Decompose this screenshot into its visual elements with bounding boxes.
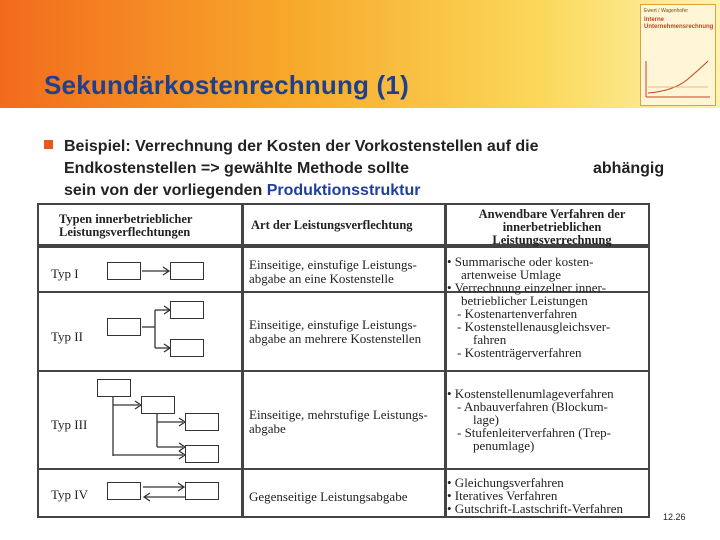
- bullet-line-2b: abhängig: [593, 160, 665, 177]
- art-2-line1: Einseitige, einstufige Leistungs-: [249, 317, 417, 332]
- cost-center-box: [170, 339, 204, 357]
- header-procedures-line2: innerbetrieblichen: [502, 220, 602, 234]
- art-3-line1: Einseitige, mehrstufige Leistungs-: [249, 407, 428, 422]
- production-structure-highlight: Produktionsstruktur: [266, 182, 421, 199]
- bidirectional-arrows-icon: [141, 481, 187, 503]
- procedure-line: • Kostenstellenumlageverfahren: [447, 386, 614, 401]
- cost-center-box: [97, 379, 131, 397]
- cost-center-box: [170, 301, 204, 319]
- art-1-line2: abgabe an eine Kostenstelle: [249, 271, 394, 286]
- bullet-square-icon: [44, 140, 53, 149]
- procedure-line: - Kostenartenverfahren: [457, 306, 578, 321]
- book-cover-thumbnail: [640, 4, 716, 106]
- type-label-2: Typ II: [51, 329, 83, 344]
- procedure-line: - Kostenträgerverfahren: [457, 345, 582, 360]
- procedure-line: artenweise Umlage: [461, 267, 561, 282]
- art-text-3: [249, 408, 428, 436]
- branch-arrow-icon: [141, 305, 171, 353]
- header-procedures-line3: Leistungsverrechnung: [492, 233, 612, 247]
- bullet-line-3: [64, 180, 421, 202]
- procedure-line: • Verrechnung einzelner inner-: [447, 280, 606, 295]
- type-label-1: Typ I: [51, 266, 79, 281]
- header-procedures-line1: Anwendbare Verfahren der: [478, 207, 626, 221]
- cost-center-box: [185, 413, 219, 431]
- procedure-line: fahren: [473, 332, 507, 347]
- cost-center-box: [107, 482, 141, 500]
- art-text-2: [249, 318, 421, 346]
- book-title: [644, 17, 713, 31]
- type-label-4: Typ IV: [51, 487, 89, 502]
- table-divider: [39, 370, 648, 372]
- book-cover-chart-icon: [644, 57, 712, 101]
- type-label-3: Typ III: [51, 417, 88, 432]
- multi-level-arrows-icon: [109, 396, 189, 462]
- procedure-line: - Kostenstellenausgleichsver-: [457, 319, 611, 334]
- page-title: Sekundärkostenrechnung (1): [44, 70, 409, 100]
- procedure-line: lage): [473, 412, 499, 427]
- bullet-line-2a: Endkostenstellen => gewählte Methode sollte: [64, 160, 409, 177]
- header-types: [59, 213, 192, 239]
- scanned-table-image: [37, 203, 650, 518]
- bullet-line-3a: sein von der vorliegenden: [64, 182, 267, 199]
- page-number: 12.26: [663, 512, 686, 522]
- procedure-line: - Anbauverfahren (Blockum-: [457, 399, 608, 414]
- cost-center-box: [185, 482, 219, 500]
- art-text-4: Gegenseitige Leistungsabgabe: [249, 489, 408, 504]
- header-procedures: [457, 208, 647, 247]
- cost-center-box: [107, 262, 141, 280]
- book-author: Ewert / Wagenhofer: [644, 8, 689, 14]
- procedure-line: • Gutschrift-Lastschrift-Verfahren: [447, 501, 624, 516]
- header-types-line2: Leistungsverflechtungen: [59, 225, 191, 239]
- book-title-line1: Interne: [644, 17, 665, 23]
- cost-center-box: [107, 318, 141, 336]
- art-3-line2: abgabe: [249, 421, 286, 436]
- arrow-right-icon: [141, 265, 171, 277]
- table-divider: [39, 468, 648, 470]
- header-types-line1: Typen innerbetrieblicher: [59, 212, 193, 226]
- header-art: Art der Leistungsverflechtung: [251, 218, 413, 232]
- procedure-line: betrieblicher Leistungen: [461, 293, 588, 308]
- cost-center-box: [185, 445, 219, 463]
- procedure-line: penumlage): [473, 438, 535, 453]
- procedure-line: • Summarische oder kosten-: [447, 254, 594, 269]
- art-2-line2: abgabe an mehrere Kostenstellen: [249, 331, 422, 346]
- bullet-line-1: Beispiel: Verrechnung der Kosten der Vorkostenstellen auf die: [64, 138, 539, 155]
- procedure-line: - Stufenleiterverfahren (Trep-: [457, 425, 612, 440]
- book-title-line2: Unternehmensrechnung: [644, 24, 714, 30]
- art-text-1: [249, 258, 417, 286]
- procedure-line: • Gleichungsverfahren: [447, 475, 564, 490]
- procedure-line: • Iteratives Verfahren: [447, 488, 558, 503]
- cost-center-box: [170, 262, 204, 280]
- art-1-line1: Einseitige, einstufige Leistungs-: [249, 257, 417, 272]
